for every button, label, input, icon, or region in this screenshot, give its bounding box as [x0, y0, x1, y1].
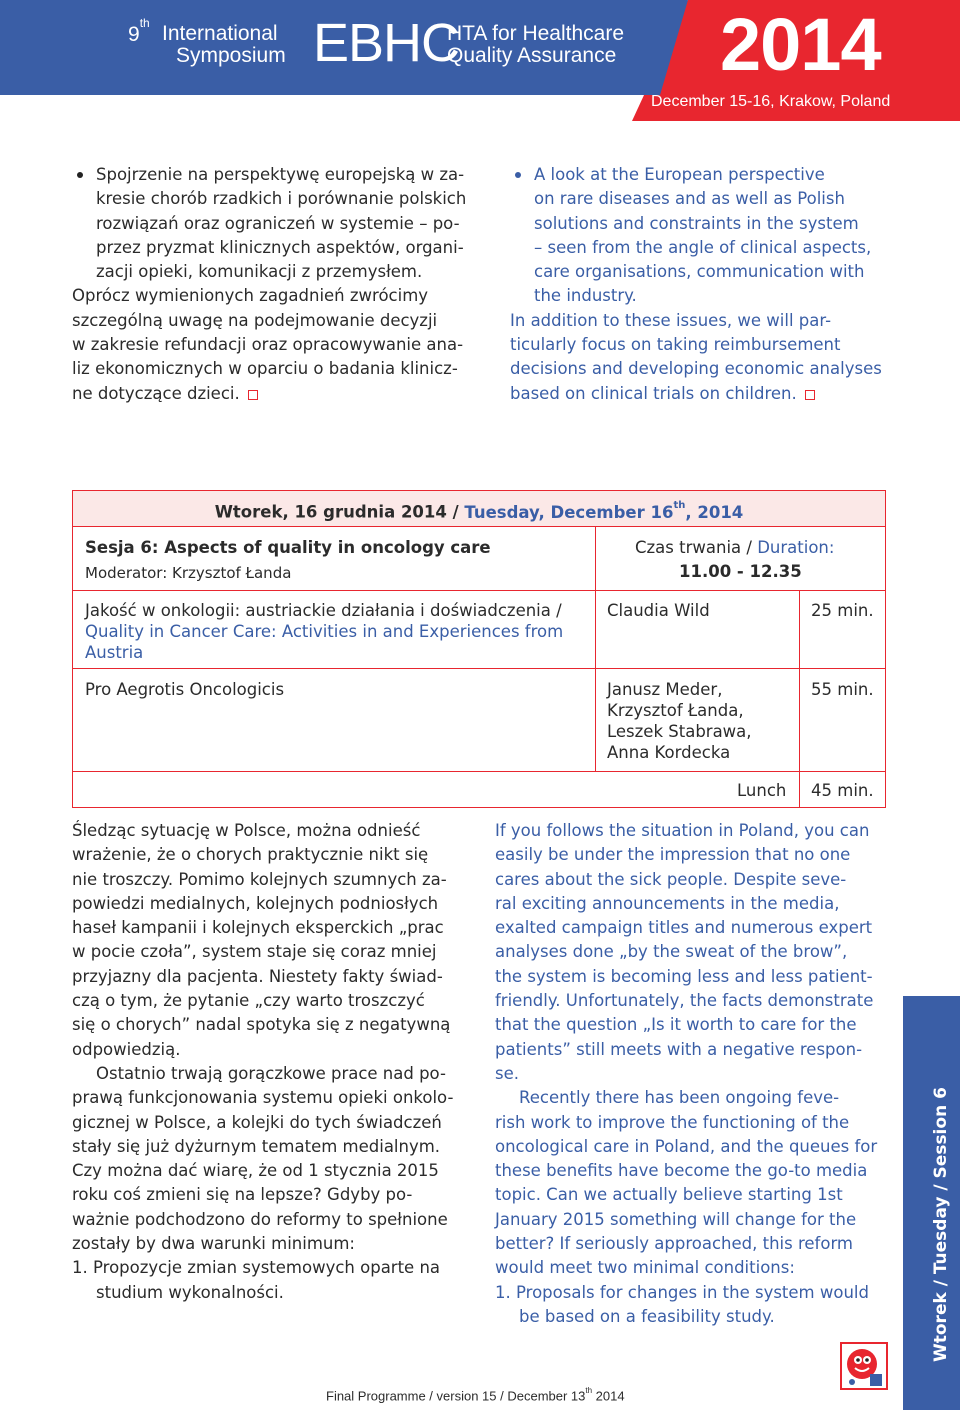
text-line: oncological care in Poland, and the queues for [495, 1136, 878, 1156]
text-line: 1. Proposals for changes in the system would [495, 1282, 869, 1302]
text-line: friendly. Unfortunately, the facts demonstrate [495, 991, 874, 1011]
ordinal: 9th [128, 16, 150, 46]
end-square-icon [805, 390, 815, 400]
text-line: szczególną uwagę na podejmowanie decyzji [72, 310, 438, 330]
text-line: 1. Propozycje zmian systemowych oparte na [72, 1258, 441, 1278]
text-line: ral exciting announcements in the media, [495, 893, 840, 913]
text-line: odpowiedzią. [72, 1039, 181, 1059]
text-line: powiedzi medialnych, kolejnych podniosłych [72, 893, 439, 913]
text-line: If you follows the situation in Poland, you can [495, 821, 870, 840]
talk-title-en: Austria [85, 643, 144, 662]
col-divider [799, 590, 800, 807]
top-en-column [510, 163, 882, 406]
speaker: Anna Kordecka [607, 743, 731, 762]
col-divider [595, 590, 596, 771]
text-line: przez pryzmat klinicznych aspektów, organi- [96, 237, 464, 257]
row-divider [73, 590, 885, 591]
text-line: przyjazny dla pacjenta. Niestety fakty świad- [72, 966, 443, 986]
text-line: analyses done „by the sweat of the brow”, [495, 942, 848, 962]
text-line: nie troszczy. Pomimo kolejnych szumnych za- [72, 869, 447, 889]
bottom-en-column [495, 819, 877, 1329]
text-line: the industry. [534, 286, 637, 306]
text-line: be based on a feasibility study. [519, 1306, 775, 1326]
text-line: ne dotyczące dzieci. [72, 382, 466, 406]
header-symposium: Symposium [176, 44, 286, 67]
text-line: kresie chorób rzadkich i porównanie polskich [96, 189, 467, 209]
top-pl-column [72, 163, 466, 406]
header-international: International [162, 22, 278, 45]
text-line: January 2015 something will change for the [495, 1209, 857, 1229]
session-title: Sesja 6: Aspects of quality in oncology care [85, 538, 491, 557]
text-line: się o chorych” nadal spotyka się z negatywną [72, 1015, 451, 1035]
header-hta: HTA for Healthcare [447, 22, 625, 45]
text-line: that the question „Is it worth to care for the [495, 1015, 857, 1035]
talk-duration: 55 min. [811, 680, 874, 699]
en-bullet [510, 163, 882, 309]
text-line: on rare diseases and as well as Polish [534, 189, 845, 209]
text-line: exalted campaign titles and numerous expert [495, 918, 873, 938]
text-line: czą o tym, że pytanie „czy warto troszczyć [72, 991, 425, 1011]
bullet-dot-icon [77, 172, 83, 178]
talk-title: Pro Aegrotis Oncologicis [85, 680, 285, 699]
session-time: 11.00 - 12.35 [679, 562, 802, 581]
speaker: Leszek Stabrawa, [607, 722, 752, 741]
moderator: Moderator: Krzysztof Łanda [85, 564, 292, 582]
col-divider [595, 527, 596, 590]
text-line: would meet two minimal conditions: [495, 1258, 795, 1278]
text-line: haseł kampanii i kolejnych eksperckich „prac [72, 918, 444, 938]
lunch-duration: 45 min. [811, 781, 874, 800]
speaker: Krzysztof Łanda, [607, 701, 744, 720]
text-line: se. [495, 1063, 519, 1083]
text-line: prawą funkcjonowania systemu opieki onkolo- [72, 1088, 454, 1108]
side-tab-label: Wtorek / Tuesday / Session 6 [931, 1087, 951, 1362]
header-ebhc-logo: EBHC [313, 13, 460, 73]
text-line: wrażenie, że o chorych praktycznie nikt się [72, 845, 429, 865]
text-line: Ostatnio trwają gorączkowe prace nad po- [96, 1063, 446, 1083]
talk-title-pl: Jakość w onkologii: austriackie działania i doświadczenia / [85, 601, 562, 620]
text-line: w pocie czoła”, system staje się coraz mniej [72, 942, 437, 962]
text-line: Oprócz wymienionych zagadnień zwrócimy [72, 286, 429, 306]
bottom-pl-column [72, 819, 453, 1305]
text-line: gicznej w Polsce, a kolejki do tych świadczeń [72, 1112, 442, 1132]
text-line: these benefits have become the go-to media [495, 1161, 868, 1181]
text-line: ticularly focus on taking reimbursement [510, 335, 841, 355]
row-divider [73, 668, 885, 669]
text-line: stały się już dyżurnym tematem medialnym. [72, 1136, 441, 1156]
session-schedule-table [72, 490, 886, 808]
lunch-label: Lunch [737, 781, 787, 800]
header-date-place: December 15-16, Krakow, Poland [651, 93, 891, 110]
bullet-dot-icon [515, 172, 521, 178]
text-line: Recently there has been ongoing feve- [519, 1088, 840, 1108]
end-square-icon [248, 390, 258, 400]
text-line: based on clinical trials on children. [510, 382, 882, 406]
text-line: liz ekonomicznych w oparciu o badania klinicz- [72, 359, 458, 379]
talk-title-en: Quality in Cancer Care: Activities in and Experiences from [85, 622, 564, 641]
text-line: Czy można dać wiarę, że od 1 stycznia 2015 [72, 1161, 439, 1181]
text-line: the system is becoming less and less patient- [495, 966, 873, 986]
en-paragraph [510, 309, 882, 406]
pl-bullet [72, 163, 466, 284]
text-line: decisions and developing economic analyses [510, 359, 882, 379]
mascot-logo-icon [840, 1342, 888, 1390]
text-line: better? If seriously approached, this reform [495, 1234, 854, 1254]
text-line: w zakresie refundacji oraz opracowywanie ana- [72, 335, 464, 355]
duration-label: Czas trwania / Duration: [635, 538, 835, 557]
text-line: patients” still meets with a negative respon- [495, 1039, 863, 1059]
text-line: solutions and constraints in the system [534, 213, 859, 233]
text-line: rish work to improve the functioning of the [495, 1112, 850, 1132]
text-line: easily be under the impression that no one [495, 845, 851, 865]
text-line: zostały by dwa warunki minimum: [72, 1234, 355, 1254]
day-header: Wtorek, 16 grudnia 2014 / Tuesday, December 16th, 2014 [73, 491, 885, 527]
text-line: In addition to these issues, we will par- [510, 310, 832, 330]
text-line: A look at the European perspective [534, 165, 825, 184]
text-line: Śledząc sytuację w Polsce, można odnieść [72, 821, 421, 840]
text-line: – seen from the angle of clinical aspects, [534, 237, 872, 257]
text-line: roku coś zmieni się na lepsze? Gdyby po- [72, 1185, 413, 1205]
session-side-tab [903, 996, 960, 1410]
text-line: topic. Can we actually believe starting 1st [495, 1185, 843, 1205]
text-line: care organisations, communication with [534, 262, 865, 282]
speaker: Janusz Meder, [607, 680, 723, 699]
header-quality: Quality Assurance [447, 44, 617, 67]
text-line: zacji opieki, komunikacji z przemysłem. [96, 262, 423, 282]
text-line: studium wykonalności. [96, 1282, 284, 1302]
text-line: rozwiązań oraz ograniczeń w systemie – po- [96, 213, 460, 233]
conference-header [0, 0, 960, 121]
speaker: Claudia Wild [607, 601, 710, 620]
header-year: 2014 [720, 3, 881, 86]
talk-duration: 25 min. [811, 601, 874, 620]
page-footer: Final Programme / version 15 / December 13th 2014 [326, 1386, 625, 1404]
pl-paragraph [72, 284, 466, 405]
row-divider [73, 771, 885, 772]
text-line: Spojrzenie na perspektywę europejską w za- [96, 165, 465, 184]
text-line: ważnie podchodzono do reformy to spełnione [72, 1209, 448, 1229]
text-line: cares about the sick people. Despite seve- [495, 869, 847, 889]
